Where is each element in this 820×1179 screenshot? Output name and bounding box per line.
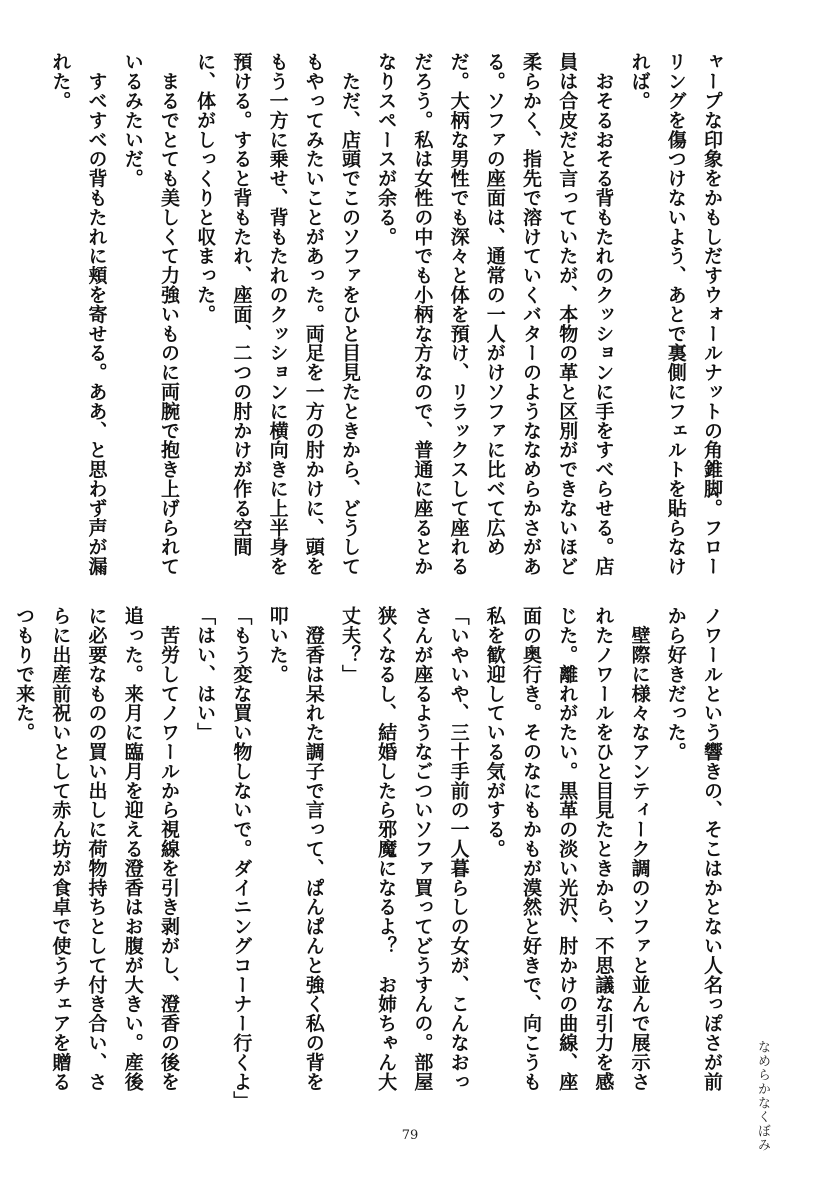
upper-text-block — [49, 52, 730, 584]
paragraph: 苦労してノワールから視線を引き剥がし、澄香の後を追った。来月に臨月を迎える澄香はお腹が大きい。産後に必要なものの買い出しに荷物持ちとして付き合い、さらに出産前祝いとして赤ん坊が食卓で使うチェアを贈るつもりで来た。 — [13, 606, 180, 1091]
paragraph: ただ、店頭でこのソファをひと目見たときから、どうしてもやってみたいことがあった。両足を一方の肘かけに、頭をもう一方に乗せ、背もたれのクッションに横向きに上半身を預ける。すると背もたれ、座面、二つの肘かけが作る空間に、体がしっくりと収まった。 — [194, 52, 361, 576]
lower-text-block — [13, 606, 730, 1111]
paragraph: 澄香は呆れた調子で言って、ぱんぱんと強く私の背を叩いた。 — [266, 606, 325, 1091]
paragraph: すべすべの背もたれに頬を寄せる。ああ、と思わず声が漏れた。 — [49, 52, 108, 576]
dialogue-line: 「いやいや、三十手前の一人暮らしの女が、こんなおっさんが座るようなごついソファ買ってどうすんの。部屋狭くなるし、結婚したら邪魔になるよ？ お姉ちゃん大丈夫？」 — [338, 606, 470, 1091]
blank-line — [6, 52, 42, 584]
page-number: 79 — [401, 1128, 419, 1143]
dialogue-line: 「はい、はい」 — [194, 606, 217, 742]
dialogue-line — [0, 606, 6, 1106]
paragraph: ャープな印象をかもしだすウォールナットの角錐脚。フローリングを傷つけないよう、あとで裏側にフェルトを貼らなければ。 — [628, 52, 723, 576]
paragraph: ノワールという響きの、そこはかとない人名っぽさが前から好きだった。 — [664, 606, 723, 1091]
paragraph: まるでとても美しくて力強いものに両腕で抱き上げられているみたいだ。 — [121, 52, 180, 576]
paragraph: 壁際に様々なアンティーク調のソファと並んで展示されたノワールをひと目見たときから、不思議な引力を感じた。離れがたい。黒革の淡い光沢、肘かけの曲線、座面の奥行き。そのなにもかもが漠然と好きで、向こうも私を歓迎している気がする。 — [483, 606, 651, 1091]
dialogue-line: 「もう変な買い物しないで。ダイニングコーナー行くよ」 — [230, 606, 253, 1111]
paragraph: おそるおそる背もたれのクッションに手をすべらせる。店員は合皮だと言っていたが、本物の革と区別ができないほど柔らかく、指先で溶けていくバターのようななめらかさがある。ソファの座面は、通常の一人がけソファに比べて広めだ。大柄な男性でも深々と体を預け、リラックスして座れるだろう。私は女性の中でも小柄な方なので、普通に座るとかなりスペースが余る。 — [375, 52, 615, 576]
running-title: なめらかなくぼみ — [755, 1040, 770, 1152]
paragraph — [0, 52, 6, 584]
